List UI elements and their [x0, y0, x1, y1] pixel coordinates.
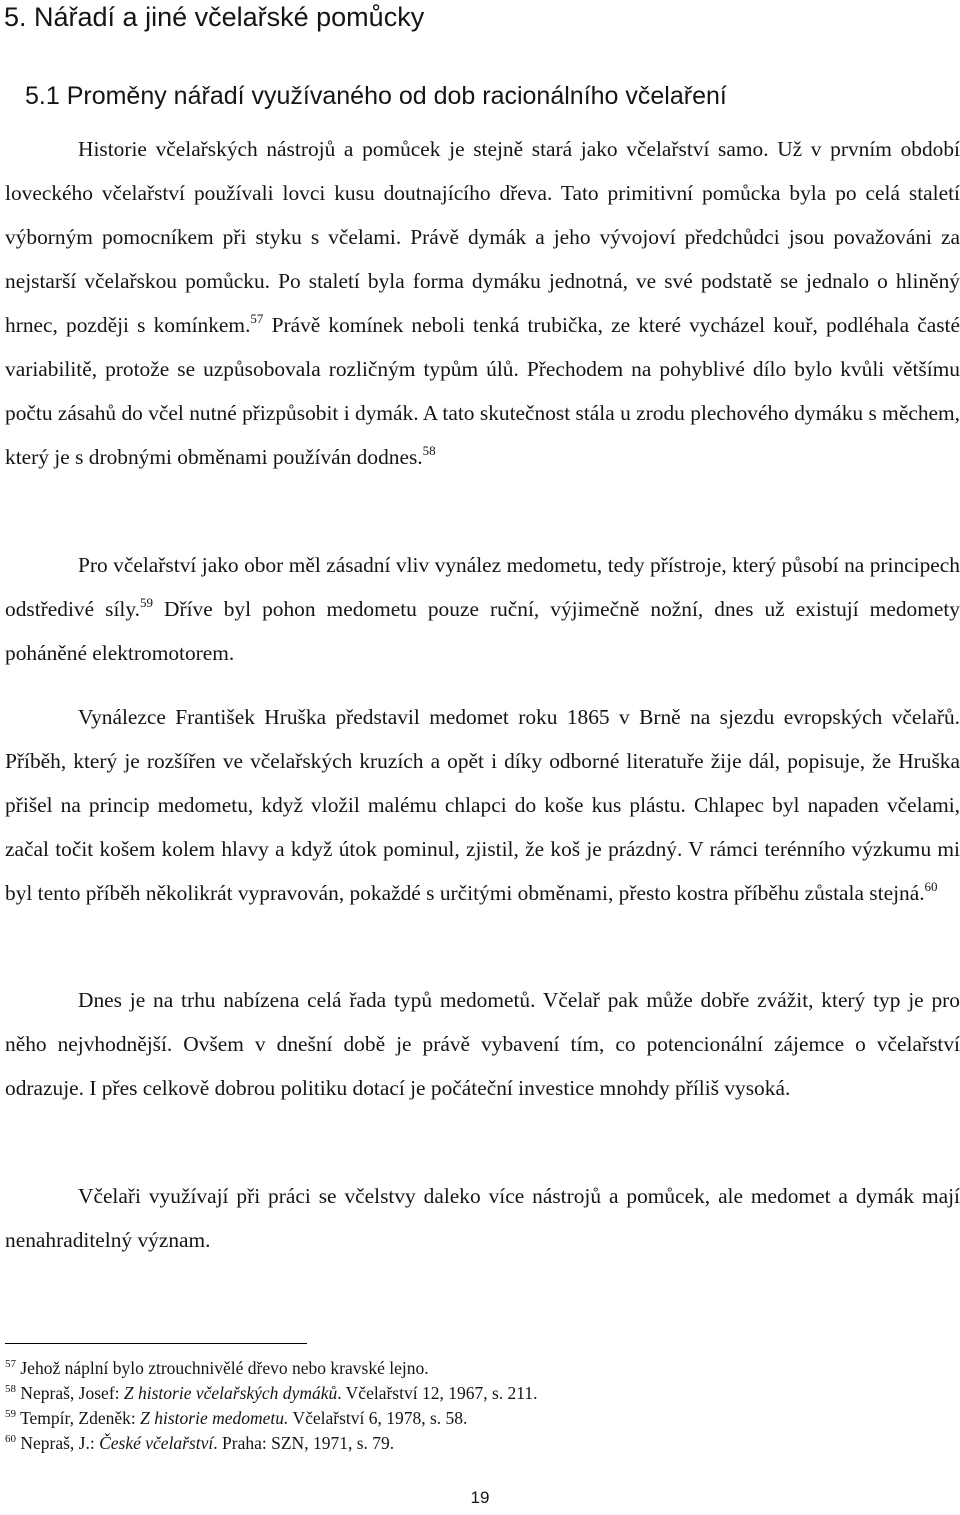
footnote-number: 58: [5, 1383, 16, 1395]
footnote-number: 59: [5, 1408, 16, 1420]
footnote-source: . Včelařství 12, 1967, s. 211.: [337, 1383, 538, 1403]
footnote-title: Z historie včelařských dymáků: [123, 1383, 338, 1403]
footnote-ref-59[interactable]: 59: [139, 595, 153, 610]
paragraph-medomet: [5, 543, 960, 675]
footnote-source: . Praha: SZN, 1971, s. 79.: [213, 1433, 395, 1453]
paragraph-text: Dříve byl pohon medometu pouze ruční, výjimečně nožní, dnes už existují medomety poháněné elektromotorem.: [5, 597, 960, 665]
footnote-text: Jehož náplní bylo ztrouchnivělé dřevo nebo kravské lejno.: [20, 1358, 429, 1378]
footnote-source: Včelařství 6, 1978, s. 58.: [288, 1408, 468, 1428]
footnote-number: 60: [5, 1433, 16, 1445]
footnote-title: Z historie medometu.: [140, 1408, 289, 1428]
footnote-title: České včelařství: [99, 1433, 214, 1453]
paragraph-market: Dnes je na trhu nabízena celá řada typů medometů. Včelař pak může dobře zvážit, který typ je pro něho nejvhodnější. Ovšem v dnešní době je právě vybavení tím, co potencionální zájemce o včelařství odrazuje. I přes celkově dobrou politiku dotací je počáteční investice mnohdy příliš vysoká.: [5, 988, 960, 1100]
footnote-59: [5, 1406, 955, 1431]
footnote-author: Nepraš, Josef:: [20, 1383, 124, 1403]
footnote-ref-57[interactable]: 57: [250, 311, 264, 326]
paragraph-text: Pro včelařství jako obor měl zásadní vliv vynález medometu, tedy přístroje, který působí na principech odstředivé síly.: [5, 553, 960, 621]
paragraph-hruska: [5, 695, 960, 915]
footnote-57: [5, 1356, 955, 1381]
section-heading: 5.1 Proměny nářadí využívaného od dob racionálního včelaření: [25, 82, 727, 110]
footnote-number: 57: [5, 1358, 16, 1370]
footnote-separator: [5, 1343, 307, 1344]
footnote-ref-60[interactable]: 60: [924, 879, 938, 894]
page-number: 19: [470, 1488, 490, 1507]
footnote-author: Nepraš, J.:: [20, 1433, 100, 1453]
footnote-58: [5, 1381, 955, 1406]
paragraph-text: Vynálezce František Hruška představil medomet roku 1865 v Brně na sjezdu evropských včelařů. Příběh, který je rozšířen ve včelařských kruzích a opět i díky odborné literatuře žije dál, popisuje, že Hruška přišel na princip medometu, když vložil malému chlapci do koše kus plástu. Chlapec byl napaden včelami, začal točit košem kolem hlavy a když útok pominul, zjistil, že koš je prázdný. V rámci terénního výzkumu mi byl tento příběh několikrát vypravován, pokaždé s určitými obměnami, přesto kostra příběhu zůstala stejná.: [5, 705, 960, 905]
paragraph-conclusion: Včelaři využívají při práci se včelstvy daleko více nástrojů a pomůcek, ale medomet a dymák mají nenahraditelný význam.: [5, 1184, 960, 1252]
footnote-author: Tempír, Zdeněk:: [20, 1408, 141, 1428]
footnote-ref-58[interactable]: 58: [422, 443, 436, 458]
footnote-60: [5, 1431, 955, 1456]
paragraph-dymak: [5, 127, 960, 479]
paragraph-text: Historie včelařských nástrojů a pomůcek je stejně stará jako včelařství samo. Už v prvním období loveckého včelařství používali lovci kusu doutnajícího dřeva. Tato primitivní pomůcka byla po celá staletí výborným pomocníkem při styku s včelami. Právě dymák a jeho vývojoví předchůdci jsou považováni za nejstarší včelařskou pomůcku. Po staletí byla forma dymáku jednotná, ve své podstatě se jednalo o hliněný hrnec, později s komínkem.: [5, 137, 960, 337]
paragraph-text: Právě komínek neboli tenká trubička, ze které vycházel kouř, podléhala časté variabilitě, protože se uzpůsobovala rozličným typům úlů. Přechodem na pohyblivé dílo bylo kvůli většímu počtu zásahů do včel nutné přizpůsobit i dymák. A tato skutečnost stála u zrodu plechového dymáku s měchem, který je s drobnými obměnami používán dodnes.: [5, 313, 960, 469]
chapter-heading: 5. Nářadí a jiné včelařské pomůcky: [4, 2, 425, 32]
